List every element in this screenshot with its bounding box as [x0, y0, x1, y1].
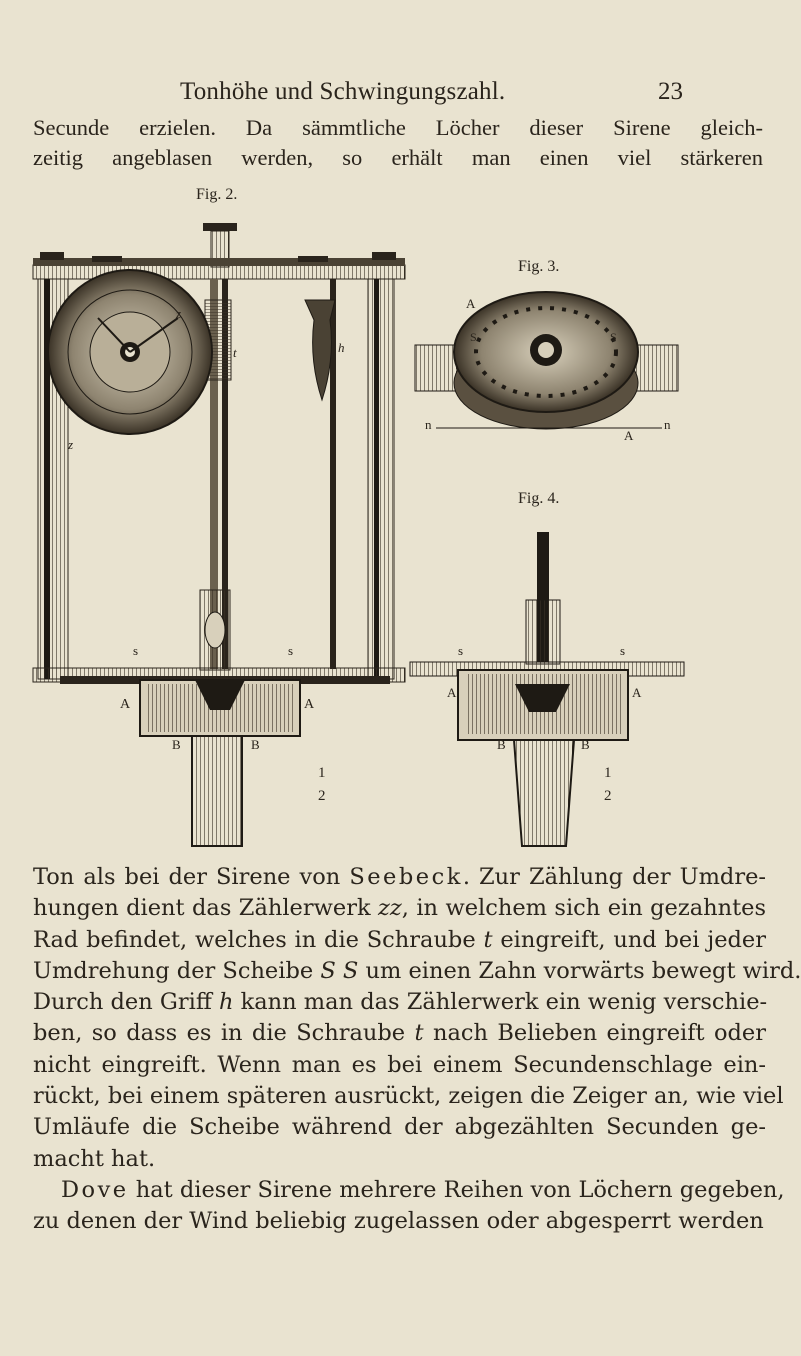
- fig3-caption: Fig. 3.: [518, 258, 560, 275]
- fig4-label-a-left: A: [447, 685, 457, 700]
- text-run: Rad befindet, welches in die Schraube: [33, 926, 484, 953]
- scale-numerator: 1: [318, 765, 326, 781]
- label-s-right: s: [288, 643, 294, 658]
- label-b-left: B: [172, 737, 181, 752]
- fig4-scale-denominator: 2: [604, 788, 612, 804]
- page-number: 23: [658, 78, 683, 105]
- fig3-label-s-right: S: [610, 330, 617, 344]
- fig3-label-s-left: S: [470, 330, 477, 344]
- text-run: t: [414, 1020, 424, 1047]
- body-line: [33, 1018, 766, 1049]
- label-a-right: A: [304, 697, 315, 712]
- body-line: [33, 925, 766, 956]
- text-run: rückt, bei einem späteren ausrückt, zeigen die Zeiger an, wie viel: [33, 1083, 784, 1110]
- text-run: Seebeck: [349, 864, 463, 890]
- text-run: kann man das Zählerwerk ein wenig verschie-: [233, 989, 768, 1016]
- label-b-right: B: [251, 737, 260, 752]
- label-z-bottom: z: [68, 437, 74, 452]
- text-run: t: [483, 926, 493, 953]
- text-run: Ton als bei der Sirene von: [33, 864, 350, 890]
- body-line: [33, 1175, 785, 1206]
- text-run: Dove: [61, 1176, 129, 1203]
- scale-denominator: 2: [318, 788, 326, 804]
- fig4-caption: Fig. 4.: [518, 490, 560, 507]
- fig4-label-a-right: A: [632, 685, 642, 700]
- fig4-scale-numerator: 1: [604, 765, 612, 781]
- running-title: Tonhöhe und Schwingungszahl.: [180, 78, 506, 105]
- fig3-label-a-bottom: A: [624, 428, 634, 443]
- text-run: , in welchem sich ein gezahntes: [401, 895, 767, 922]
- text-run: Durch den Griff: [33, 989, 219, 1016]
- fig3-label-n-right: n: [664, 417, 671, 432]
- text-run: . Zur Zählung der Umdre-: [462, 864, 766, 890]
- text-run: zz: [378, 895, 402, 922]
- text-run: hungen dient das Zählerwerk: [33, 895, 379, 922]
- fig3-label-n-left: n: [425, 417, 432, 432]
- label-s-left: s: [133, 643, 139, 658]
- text-run: h: [218, 989, 234, 1016]
- fig2-drawing: [33, 223, 405, 846]
- label-h: h: [338, 340, 345, 355]
- text-run: Umdrehung der Scheibe: [33, 957, 321, 984]
- fig2-caption: Fig. 2.: [196, 186, 238, 203]
- text-run: um einen Zahn vorwärts bewegt wird.: [358, 957, 801, 984]
- body-line: [33, 1050, 766, 1081]
- fig4-label-s-left: s: [458, 643, 464, 658]
- fig4-label-s-right: s: [620, 643, 626, 658]
- text-run: Umläufe die Scheibe während der abgezählten Secunden ge-: [33, 1114, 766, 1141]
- body-line: [33, 1144, 766, 1175]
- text-run: zu denen der Wind beliebig zugelassen oder abgesperrt werden: [33, 1208, 764, 1235]
- body-line: [33, 1081, 784, 1112]
- label-a-left: A: [120, 697, 131, 712]
- text-run: S S: [320, 957, 359, 984]
- body-line: [33, 1206, 766, 1237]
- fig4-label-b-left: B: [497, 737, 506, 752]
- text-run: nach Belieben eingreift oder: [423, 1020, 767, 1047]
- body-line: [33, 1112, 766, 1143]
- body-line: [33, 956, 801, 987]
- text-run: eingreift, und bei jeder: [492, 926, 767, 953]
- text-run: macht hat.: [33, 1145, 156, 1172]
- fig3-label-a-top: A: [466, 296, 476, 311]
- text-run: hat dieser Sirene mehrere Reihen von Löchern gegeben,: [128, 1176, 785, 1203]
- body-paragraph: [33, 862, 801, 1238]
- body-line: [33, 862, 766, 893]
- text-run: nicht eingreift. Wenn man es bei einem Secundenschlage ein-: [33, 1051, 766, 1078]
- text-run: ben, so dass es in die Schraube: [33, 1020, 415, 1047]
- intro-line: Secunde erzielen. Da sämmtliche Löcher dieser Sirene gleich-: [33, 115, 763, 140]
- fig4-label-b-right: B: [581, 737, 590, 752]
- fig3-drawing: [415, 292, 678, 429]
- intro-line: zeitig angeblasen werden, so erhält man einen viel stärkeren: [33, 145, 763, 170]
- label-z-top: z: [176, 306, 182, 321]
- label-t: t: [233, 345, 237, 360]
- body-line: [33, 893, 766, 924]
- body-line: [33, 987, 766, 1018]
